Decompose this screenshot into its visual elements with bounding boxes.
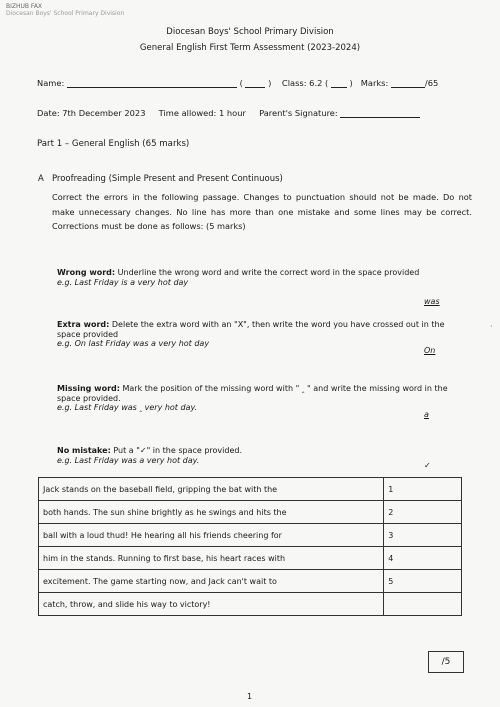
rule-answer: On [424, 346, 436, 355]
rule-label: Extra word: [57, 320, 110, 329]
answer-cell[interactable]: 4 [384, 547, 462, 570]
rule-answer: was [424, 297, 440, 306]
page-number: 1 [247, 692, 253, 701]
rule-answer: a [424, 410, 429, 419]
rule-text: Delete the extra word with an "X", then write the word you have crossed out in the space provided [57, 320, 445, 339]
table-row [39, 570, 462, 593]
rule-label: Wrong word: [57, 268, 116, 277]
section-letter: A [38, 174, 44, 184]
table-row [39, 547, 462, 570]
rule-missing-word [57, 384, 457, 413]
rule-text: Underline the wrong word and write the correct word in the space provided [115, 268, 420, 277]
class-index-field[interactable] [331, 78, 347, 88]
rule-label: Missing word: [57, 384, 120, 393]
rule-extra-word [57, 320, 457, 349]
part-heading: Part 1 – General English (65 marks) [37, 139, 190, 149]
rule-example: e.g. Last Friday was ‸ very hot day. [57, 403, 198, 412]
time-label: Time allowed: 1 hour [158, 108, 246, 118]
school-name: Diocesan Boys' School Primary Division [166, 27, 334, 37]
class-number-close: ) [268, 78, 272, 88]
score-box[interactable]: /5 [428, 651, 464, 673]
rule-example: e.g. On last Friday was a very hot day [57, 339, 210, 348]
parent-signature-label: Parent's Signature: [259, 108, 338, 118]
name-field[interactable] [67, 78, 237, 88]
rule-example: e.g. Last Friday was a very hot day. [57, 455, 200, 465]
passage-line: excitement. The game starting now, and Jack can't wait to [39, 570, 384, 593]
fax-title: BIZHUB FAX [6, 3, 43, 10]
table-row [39, 478, 462, 501]
parent-signature-field[interactable] [340, 108, 420, 118]
class-label: Class: 6.2 ( [281, 78, 329, 88]
assessment-title: General English First Term Assessment (2023-2024) [139, 43, 361, 53]
class-close: ) [349, 78, 353, 88]
proofreading-table [38, 477, 462, 616]
scan-speck: · [490, 322, 493, 331]
answer-cell[interactable] [384, 593, 462, 616]
marks-field[interactable] [391, 78, 425, 88]
class-number-field[interactable] [245, 78, 265, 88]
passage-line: both hands. The sun shine brightly as he swings and hits the [39, 501, 384, 524]
name-label: Name: [37, 78, 65, 88]
passage-line: Jack stands on the baseball field, gripping the bat with the [39, 478, 384, 501]
rule-no-mistake [57, 446, 457, 465]
date-row [37, 108, 420, 118]
table-row [39, 501, 462, 524]
table-row [39, 524, 462, 547]
section-title-text: Proofreading (Simple Present and Present Continuous) [51, 174, 283, 184]
answer-cell[interactable]: 5 [384, 570, 462, 593]
section-title [38, 174, 283, 184]
fax-subtitle: Diocesan Boys' School Primary Division [6, 10, 125, 17]
instructions: Correct the errors in the following passage. Changes to punctuation should not be made. Do not make unnecessary changes. No line has more than one mistake and some lines may be correct. Corrections must be done as follows: (5 marks) [52, 192, 472, 231]
rule-wrong-word [57, 268, 457, 287]
marks-total: /65 [424, 78, 439, 88]
rule-text: Mark the position of the missing word with " ‸ " and write the missing word in the space provided. [57, 384, 448, 403]
passage-line: ball with a loud thud! He hearing all his friends cheering for [39, 524, 384, 547]
date-label: Date: 7th December 2023 [37, 108, 146, 118]
rule-answer: ✓ [424, 461, 431, 470]
table-row [39, 593, 462, 616]
answer-cell[interactable]: 3 [384, 524, 462, 547]
name-row [37, 78, 438, 88]
rule-label: No mistake: [57, 446, 111, 455]
fax-header [6, 3, 124, 17]
answer-cell[interactable]: 1 [384, 478, 462, 501]
marks-label: Marks: [360, 78, 389, 88]
rule-example: e.g. Last Friday is a very hot day [57, 277, 189, 287]
passage-line: him in the stands. Running to first base, his heart races with [39, 547, 384, 570]
rule-text: Put a "✓" in the space provided. [110, 446, 242, 455]
class-number-open: ( [239, 78, 243, 88]
passage-line: catch, throw, and slide his way to victory! [39, 593, 384, 616]
answer-cell[interactable]: 2 [384, 501, 462, 524]
